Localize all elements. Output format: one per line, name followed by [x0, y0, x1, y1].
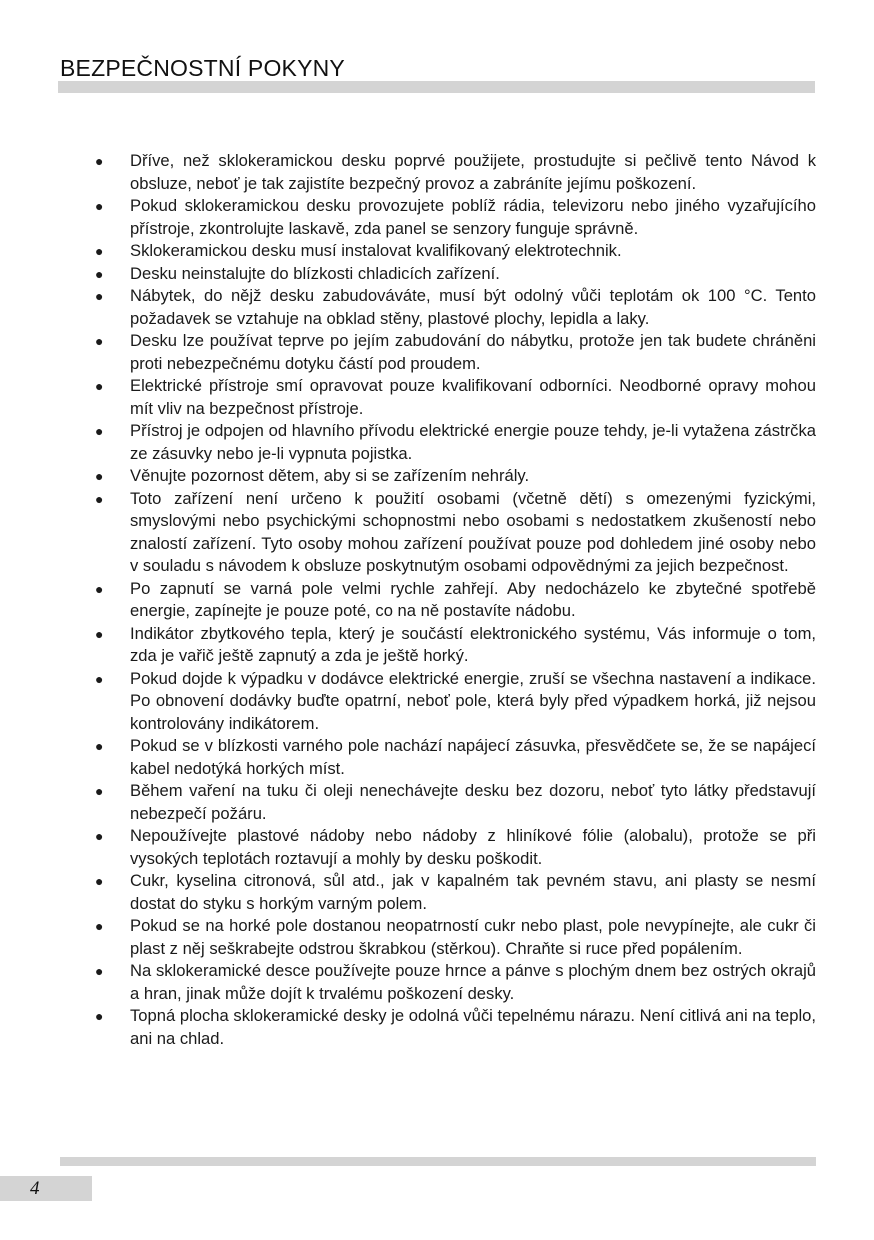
list-item-text: Topná plocha sklokeramické desky je odolná vůči tepelnému nárazu. Není citlivá ani na teplo, ani na chlad. [130, 1006, 816, 1048]
bullet-icon: ● [95, 738, 104, 754]
list-item [90, 240, 816, 263]
list-item-text: Desku lze používat teprve po jejím zabudování do nábytku, protože jen tak budete chráněni proti nebezpečnému dotyku částí pod proudem. [130, 331, 816, 373]
list-item [90, 780, 816, 825]
bullet-icon: ● [95, 423, 104, 439]
list-item-text: Po zapnutí se varná pole velmi rychle zahřejí. Aby nedocházelo ke zbytečné spotřebě energie, zapínejte je pouze poté, co na ně postavíte nádobu. [130, 578, 816, 620]
bullet-icon: ● [95, 963, 104, 979]
bullet-icon: ● [95, 670, 104, 687]
list-item [90, 870, 816, 915]
list-item-text: Nepoužívejte plastové nádoby nebo nádoby z hliníkové fólie (alobalu), protože se při vysokých teplotách roztavují a mohly by desku poškodit. [130, 826, 816, 868]
page-title: BEZPEČNOSTNÍ POKYNY [60, 55, 345, 81]
bullet-icon: ● [95, 1008, 104, 1024]
page-number-tab [0, 1176, 92, 1201]
footer-divider-bar [60, 1157, 816, 1166]
title-underline-bar [58, 81, 815, 93]
bullet-icon: ● [95, 243, 104, 259]
list-item [90, 263, 816, 286]
bullet-icon: ● [95, 783, 104, 799]
bullet-icon: ● [95, 468, 104, 484]
list-item-text: Indikátor zbytkového tepla, který je součástí elektronického systému, Vás informuje o tom, zda je vařič ještě zapnutý a zda je ještě horký. [130, 623, 816, 665]
list-item-text: Pokud se na horké pole dostanou neopatrností cukr nebo plast, pole nevypínejte, ale cukr či plast z něj seškrabejte odstrou škrabkou (stěrkou). Chraňte si ruce před popálením. [130, 916, 816, 958]
list-item-text: Cukr, kyselina citronová, sůl atd., jak v kapalném tak pevném stavu, ani plasty se nesmí dostat do styku s horkým varným polem. [130, 871, 816, 913]
list-item-text: Na sklokeramické desce používejte pouze hrnce a pánve s plochým dnem bez ostrých okrajů a hran, jinak může dojít k trvalému poškození desky. [130, 961, 816, 1003]
bullet-icon: ● [95, 378, 104, 394]
list-item-text: Pokud se v blízkosti varného pole nachází napájecí zásuvka, přesvědčete se, že se napájecí kabel nedotýká horkých míst. [130, 736, 816, 778]
bullet-icon: ● [95, 198, 104, 214]
bullet-icon: ● [95, 333, 104, 349]
list-item-text: Pokud sklokeramickou desku provozujete poblíž rádia, televizoru nebo jiného vyzařujícího přístroje, zkontrolujte laskavě, zda panel se senzory funguje správně. [130, 196, 816, 238]
list-item [90, 488, 816, 578]
bullet-icon: ● [95, 580, 104, 597]
page-number: 4 [30, 1178, 40, 1199]
bullet-icon: ● [95, 625, 104, 642]
list-item-text: Věnujte pozornost dětem, aby si se zařízením nehrály. [130, 466, 530, 485]
list-item [90, 825, 816, 870]
bullet-icon: ● [95, 918, 104, 934]
bullet-icon: ● [95, 265, 104, 282]
bullet-icon: ● [95, 288, 104, 304]
list-item-text: Desku neinstalujte do blízkosti chladicích zařízení. [130, 263, 500, 283]
safety-instructions-list [90, 150, 816, 1050]
list-item-text: Dříve, než sklokeramickou desku poprvé použijete, prostudujte si pečlivě tento Návod k obsluze, neboť je tak zajistíte bezpečný provoz a zabráníte jejímu poškození. [130, 151, 816, 193]
list-item [90, 150, 816, 195]
list-item [90, 465, 816, 488]
list-item [90, 915, 816, 960]
bullet-icon: ● [95, 490, 104, 507]
list-item [90, 195, 816, 240]
list-item-text: Přístroj je odpojen od hlavního přívodu elektrické energie pouze tehdy, je-li vytažena zástrčka ze zásuvky nebo je-li vypnuta pojistka. [130, 421, 816, 463]
list-item [90, 960, 816, 1005]
bullet-icon: ● [95, 153, 104, 169]
list-item-text: Elektrické přístroje smí opravovat pouze kvalifikovaní odborníci. Neodborné opravy mohou mít vliv na bezpečnost přístroje. [130, 376, 816, 418]
list-item [90, 1005, 816, 1050]
list-item-text: Toto zařízení není určeno k použití osobami (včetně dětí) s omezenými fyzickými, smyslovými nebo psychickými schopnostmi nebo osobami s nedostatkem zkušeností nebo znalostí zařízení. Tyto osoby mohou zařízení používat pouze pod dohledem jiné osoby nebo v souladu s návodem k obsluze poskytnutým osobami odpovědnými za jejich bezpečnost. [130, 488, 816, 575]
list-item [90, 578, 816, 623]
list-item [90, 668, 816, 736]
list-item-text: Během vaření na tuku či oleji nenechávejte desku bez dozoru, neboť tyto látky představují nebezpečí požáru. [130, 781, 816, 823]
list-item-text: Sklokeramickou desku musí instalovat kvalifikovaný elektrotechnik. [130, 241, 622, 260]
list-item [90, 735, 816, 780]
bullet-icon: ● [95, 873, 104, 889]
list-item [90, 420, 816, 465]
list-item-text: Nábytek, do nějž desku zabudováváte, musí být odolný vůči teplotám ok 100 °C. Tento požadavek se vztahuje na obklad stěny, plastové plochy, lepidla a laky. [130, 286, 816, 328]
list-item [90, 330, 816, 375]
list-item [90, 285, 816, 330]
list-item [90, 375, 816, 420]
bullet-icon: ● [95, 828, 104, 844]
list-item-text: Pokud dojde k výpadku v dodávce elektrické energie, zruší se všechna nastavení a indikace. Po obnovení dodávky buďte opatrní, neboť pole, která byly před výpadkem horká, již nejsou kontrolovány indikátorem. [130, 668, 816, 733]
list-item [90, 623, 816, 668]
